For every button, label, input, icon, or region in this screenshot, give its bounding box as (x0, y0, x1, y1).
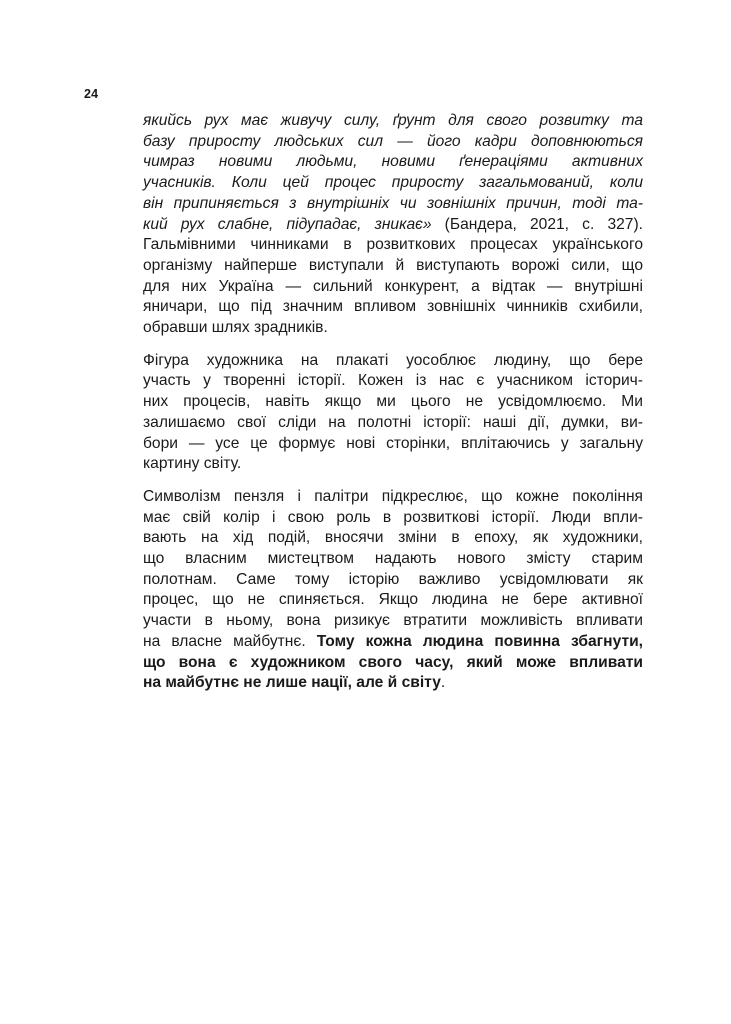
text-line: Фігура художника на плакаті уособлює людину, що бере (143, 351, 643, 369)
quote-tail: кий рух слабне, підупадає, зникає» (143, 215, 432, 233)
text-line: бори — усе це формує нові сторінки, вплітаючись у загальну (143, 434, 643, 452)
quote-line: учасників. Коли цей процес приросту загальмований, коли (143, 174, 643, 192)
text-line: них процесів, навіть якщо ми цього не усвідомлюємо. Ми (143, 393, 643, 411)
text-line: обравши шлях зрадників. (143, 319, 328, 337)
text-line: залишаємо свої сліди на полотні історії: наші дії, думки, ви- (143, 413, 643, 431)
text-line: вають на хід подій, вносячи зміни в епоху, як художники, (143, 529, 643, 547)
citation: (Бандера, 2021, с. 327). (431, 215, 643, 233)
mixed-line (143, 632, 643, 653)
bold-line: що вона є художником свого часу, який може впливати (143, 653, 643, 671)
text-line: Гальмівними чинниками в розвиткових процесах українського (143, 236, 643, 254)
text-line: полотнам. Саме тому історію важливо усвідомлювати як (143, 570, 643, 588)
text-line: участи в ньому, вона ризикує втратити можливість впливати (143, 612, 643, 630)
end-punctuation: . (440, 674, 446, 692)
text-line: для них Україна — сильний конкурент, а відтак — внутрішні (143, 277, 643, 295)
quote-end-line (143, 215, 643, 236)
paragraph-2 (143, 351, 643, 475)
paragraph-1 (143, 111, 643, 339)
quote-line: чимраз новими людьми, новими ґенераціями активних (143, 153, 643, 171)
bold-segment: Тому кожна людина повинна збагнути, (316, 632, 643, 650)
quote-line: якийсь рух має живучу силу, ґрунт для свого розвитку та (143, 112, 643, 129)
text-line: яничари, що під значним впливом зовнішніх чинників схибили, (143, 298, 643, 316)
quote-line: базу приросту людських сил — його кадри доповнюються (143, 132, 643, 150)
text-line: має свій колір і свою роль в розвиткові історії. Люди впли- (143, 508, 643, 526)
text-line: участь у творенні історії. Кожен із нас є учасником історич- (143, 372, 643, 390)
text-line: організму найперше виступали й виступають ворожі сили, що (143, 256, 643, 274)
text-segment: на власне майбутнє. (143, 632, 317, 650)
text-line: що власним мистецтвом надають нового змісту старим (143, 550, 643, 568)
body-text (143, 111, 643, 706)
final-line (143, 673, 643, 694)
bold-segment: на майбутнє не лише нації, але й світу (143, 674, 441, 692)
quote-line: він припиняється з внутрішніх чи зовнішніх причин, тоді та- (143, 194, 643, 212)
text-line: процес, що не спиняється. Якщо людина не бере активної (143, 591, 643, 609)
text-line: Символізм пензля і палітри підкреслює, що кожне покоління (143, 487, 643, 505)
page-number: 24 (84, 87, 99, 101)
paragraph-3 (143, 487, 643, 694)
text-line: картину світу. (143, 455, 242, 473)
